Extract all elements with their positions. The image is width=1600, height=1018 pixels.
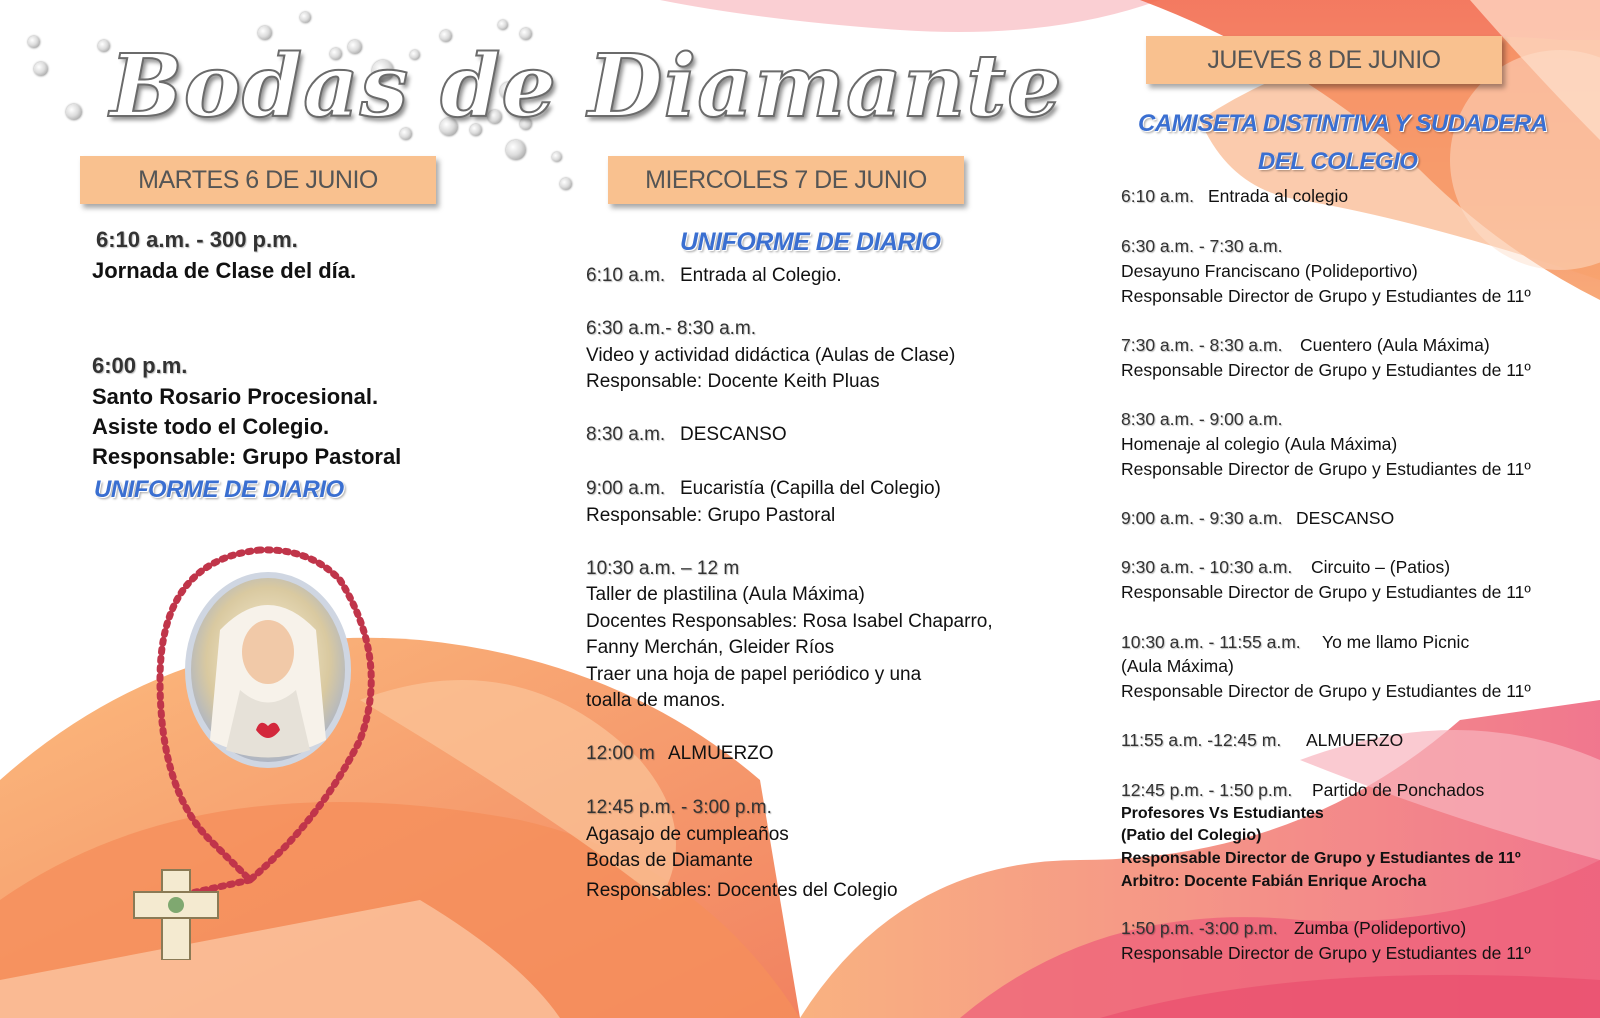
event-time: 11:55 a.m. -12:45 m.: [1121, 730, 1282, 750]
event-text: Responsable: Grupo Pastoral: [92, 444, 402, 469]
event-text: Yo me llamo Picnic: [1322, 632, 1470, 652]
event-note: Traer una hoja de papel periódico y una: [586, 664, 922, 685]
uniform-label: UNIFORME DE DIARIO: [94, 476, 344, 503]
event-note: toalla de manos.: [586, 690, 726, 711]
event-responsible: Responsable Director de Grupo y Estudiantes de 11º: [1121, 850, 1521, 867]
event-time: 12:00 m: [586, 743, 655, 764]
event-time: 7:30 a.m. - 8:30 a.m.: [1121, 335, 1283, 355]
event-text: Zumba (Polideportivo): [1294, 918, 1467, 938]
event-text: Desayuno Franciscano (Polideportivo): [1121, 261, 1418, 281]
uniform-label: CAMISETA DISTINTIVA Y SUDADERA: [1138, 110, 1548, 137]
event-text: Responsable: Docente Keith Pluas: [586, 371, 880, 392]
event-responsible: Responsable Director de Grupo y Estudiantes de 11º: [1121, 943, 1531, 963]
event-text: Responsable: Grupo Pastoral: [586, 505, 836, 526]
event-text: Entrada al colegio: [1208, 186, 1349, 206]
event-text: Bodas de Diamante: [586, 850, 753, 871]
event-text: Partido de Ponchados: [1312, 780, 1485, 800]
event-responsible: Responsable Director de Grupo y Estudiantes de 11º: [1121, 681, 1531, 701]
event-time: 10:30 a.m. - 11:55 a.m.: [1121, 632, 1301, 652]
event-text: (Aula Máxima): [1121, 656, 1234, 676]
event-text: Responsables: Docentes del Colegio: [586, 880, 898, 901]
event-time: 12:45 p.m. - 3:00 p.m.: [586, 797, 772, 818]
event-referee: Arbitro: Docente Fabián Enrique Arocha: [1121, 873, 1427, 890]
event-text: Santo Rosario Procesional.: [92, 384, 379, 409]
day-header-tuesday: MARTES 6 DE JUNIO: [80, 156, 436, 204]
uniform-label: DEL COLEGIO: [1258, 148, 1418, 175]
event-text: Eucaristía (Capilla del Colegio): [680, 478, 941, 499]
event-time: 9:30 a.m. - 10:30 a.m.: [1121, 557, 1293, 577]
event-time: 6:10 a.m. - 300 p.m.: [96, 227, 298, 252]
event-text: Profesores Vs Estudiantes: [1121, 805, 1324, 822]
event-time: 8:30 a.m.: [586, 424, 666, 445]
event-text: Homenaje al colegio (Aula Máxima): [1121, 434, 1398, 454]
event-time: 6:10 a.m.: [1121, 186, 1194, 206]
event-time: 1:50 p.m. -3:00 p.m.: [1121, 918, 1278, 938]
event-time: 6:30 a.m. - 7:30 a.m.: [1121, 236, 1283, 256]
event-time: 10:30 a.m. – 12 m: [586, 558, 740, 579]
event-text: Video y actividad didáctica (Aulas de Clase): [586, 345, 956, 366]
rosary-virgin-image: [100, 540, 400, 960]
event-text: DESCANSO: [680, 424, 787, 445]
event-text: Fanny Merchán, Gleider Ríos: [586, 637, 835, 658]
event-text: Circuito – (Patios): [1311, 557, 1451, 577]
event-text: Asiste todo el Colegio.: [92, 414, 330, 439]
event-text: DESCANSO: [1296, 508, 1395, 528]
event-text: Taller de plastilina (Aula Máxima): [586, 584, 865, 605]
event-time: 6:00 p.m.: [92, 353, 188, 378]
event-time: 8:30 a.m. - 9:00 a.m.: [1121, 409, 1283, 429]
event-time: 6:10 a.m.: [586, 265, 666, 286]
event-text: Entrada al Colegio.: [680, 265, 842, 286]
event-time: 6:30 a.m.- 8:30 a.m.: [586, 318, 757, 339]
uniform-label: UNIFORME DE DIARIO: [680, 228, 941, 256]
event-time: 12:45 p.m. - 1:50 p.m.: [1121, 780, 1293, 800]
event-responsible: Responsable Director de Grupo y Estudiantes de 11º: [1121, 582, 1531, 602]
day-header-wednesday: MIERCOLES 7 DE JUNIO: [608, 156, 964, 204]
event-time: 9:00 a.m.: [586, 478, 666, 499]
event-text: Cuentero (Aula Máxima): [1300, 335, 1490, 355]
event-text: (Patio del Colegio): [1121, 827, 1262, 844]
event-responsible: Responsable Director de Grupo y Estudiantes de 11º: [1121, 459, 1531, 479]
event-text: ALMUERZO: [668, 743, 774, 764]
event-text: Docentes Responsables: Rosa Isabel Chaparro,: [586, 611, 993, 632]
event-text: ALMUERZO: [1306, 730, 1404, 750]
day-header-thursday: JUEVES 8 DE JUNIO: [1146, 36, 1502, 84]
event-text: Agasajo de cumpleaños: [586, 824, 789, 845]
event-time: 9:00 a.m. - 9:30 a.m.: [1121, 508, 1283, 528]
event-text: Jornada de Clase del día.: [92, 258, 357, 283]
event-responsible: Responsable Director de Grupo y Estudiantes de 11º: [1121, 286, 1531, 306]
main-title: Bodas de Diamante: [110, 36, 1063, 137]
event-responsible: Responsable Director de Grupo y Estudiantes de 11º: [1121, 360, 1531, 380]
